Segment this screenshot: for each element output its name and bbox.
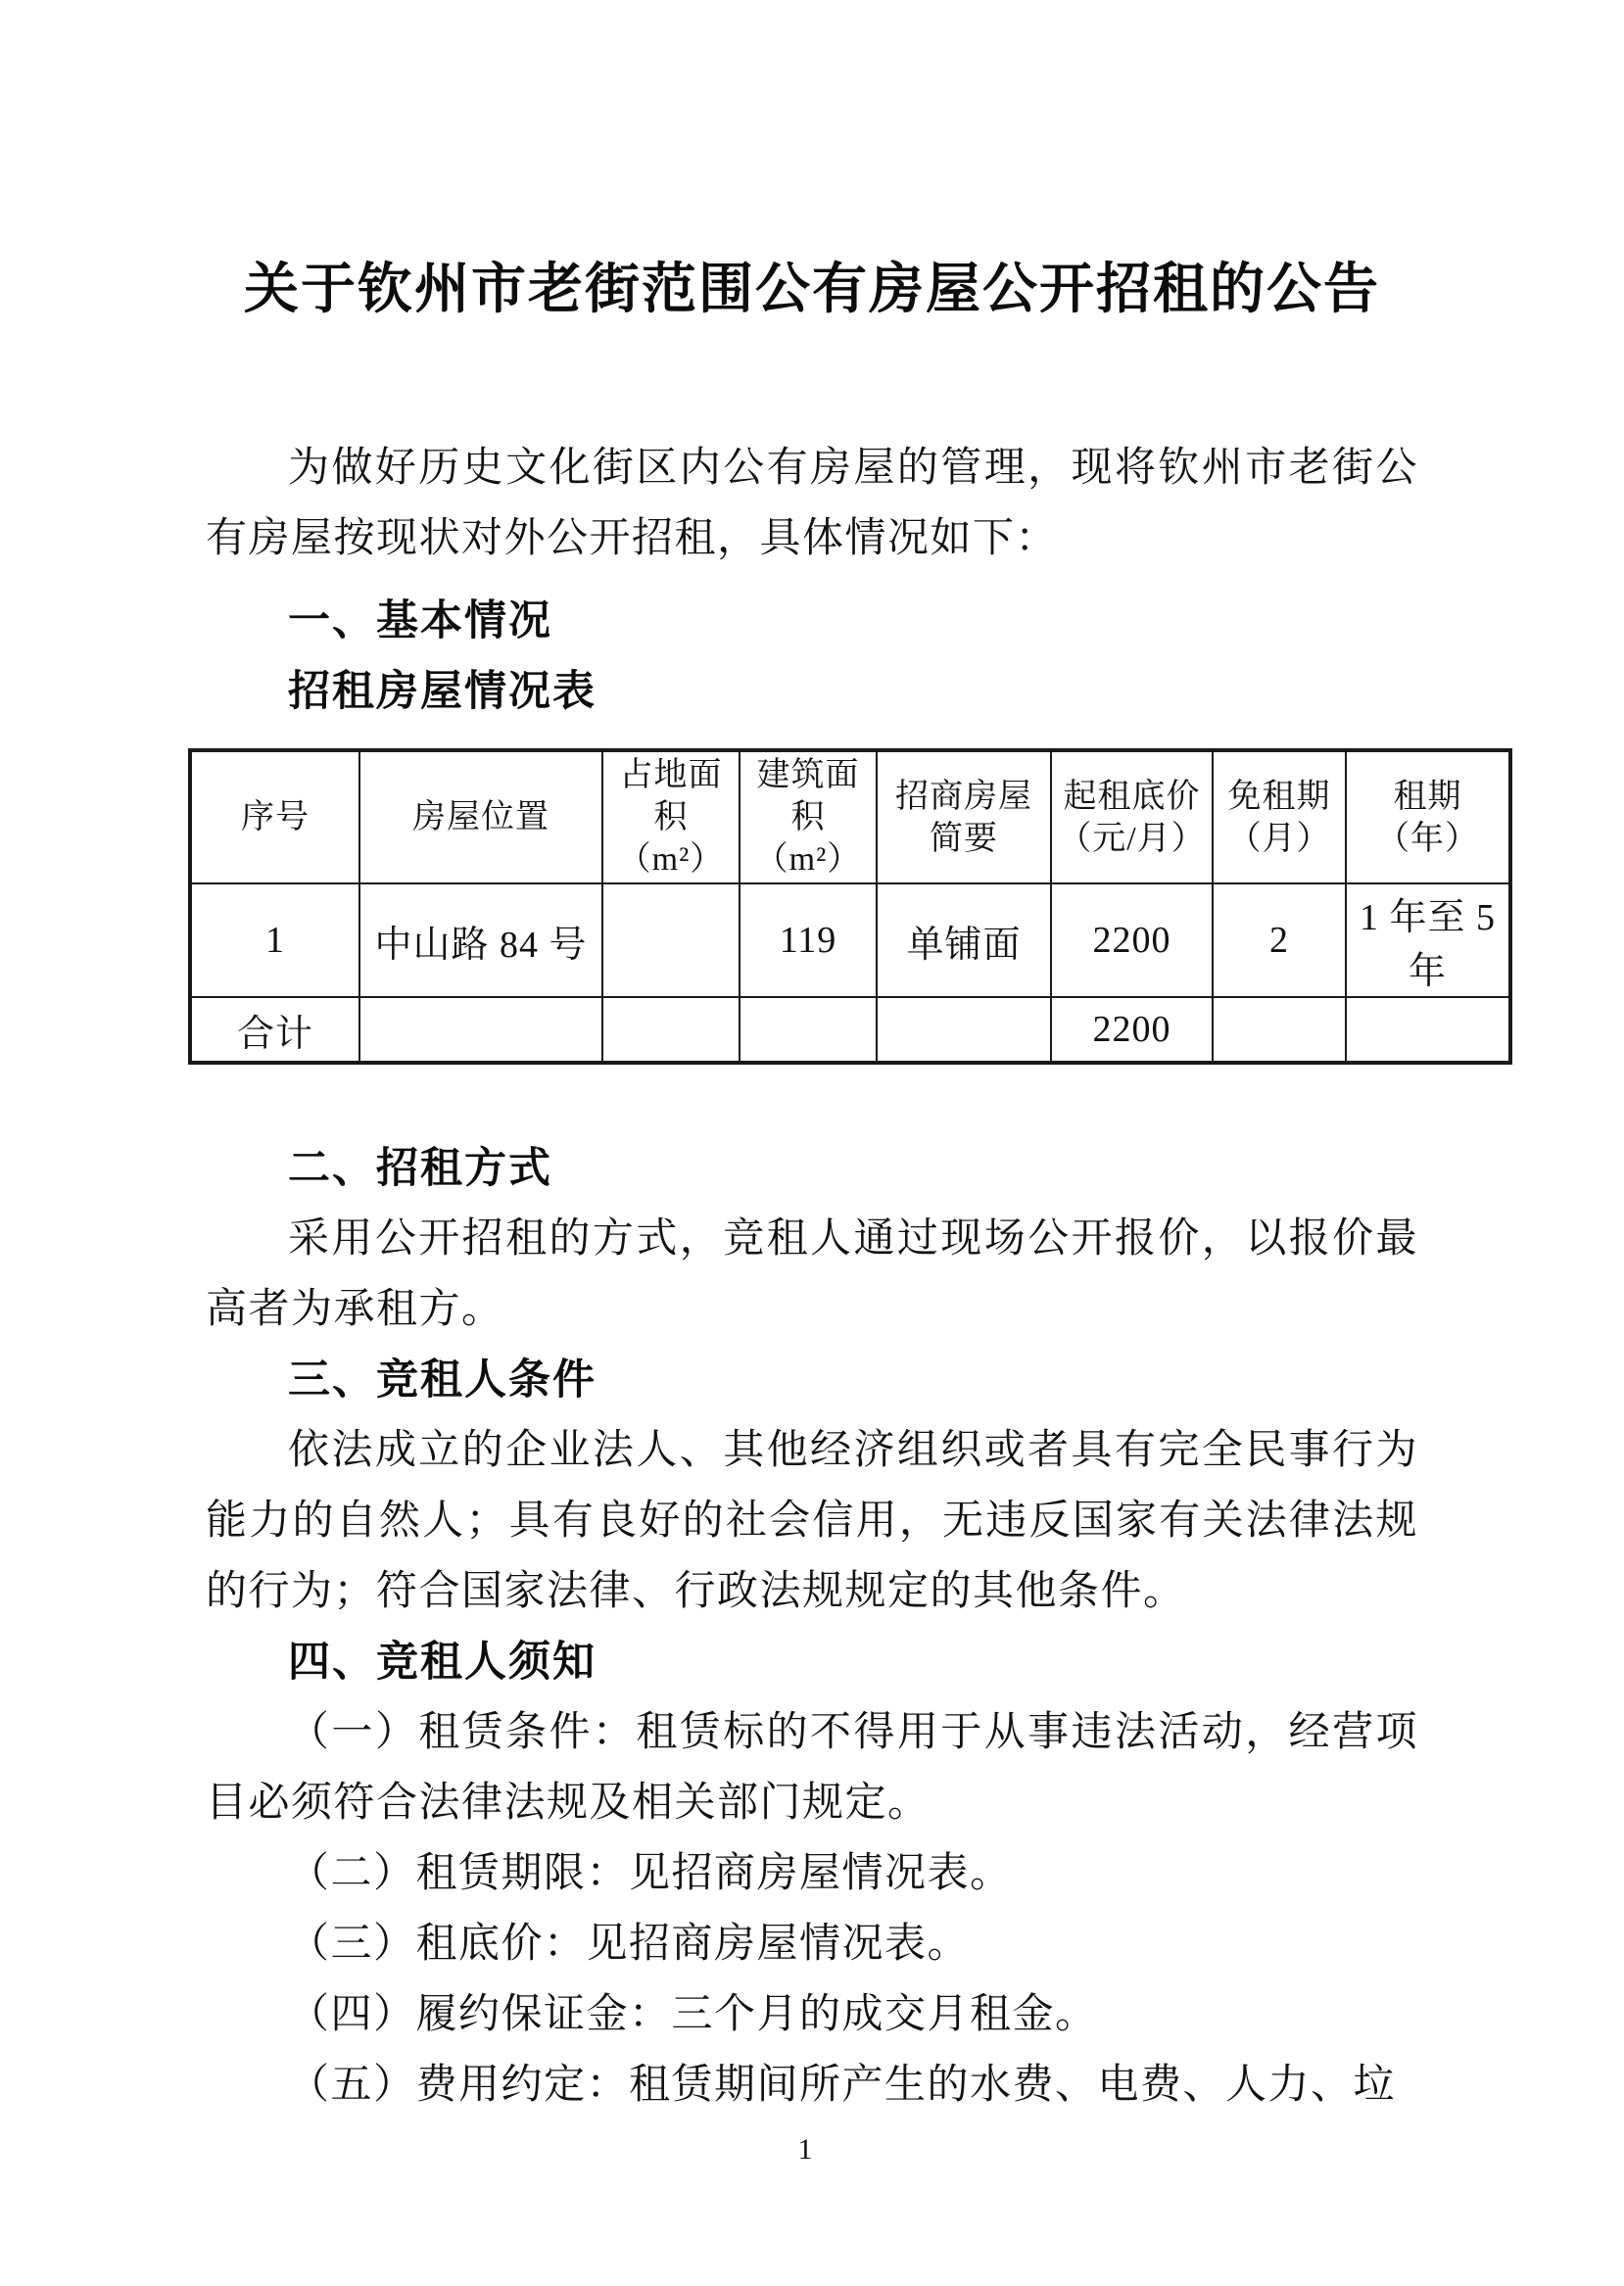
section-heading-bidder-notes: 四、竞租人须知: [288, 1639, 597, 1686]
cell-lease-term: 1 年至 5 年: [1346, 883, 1510, 997]
header-cell-land-area: 占地面积（m²）: [602, 750, 740, 883]
cell-summary: 单铺面: [877, 883, 1051, 997]
document-content: [206, 0, 1496, 2120]
page-number: 1: [797, 2133, 813, 2166]
total-cell-summary: [877, 997, 1051, 1063]
header-cell-lease-term: 租期（年）: [1346, 750, 1510, 883]
table-header-row: [190, 750, 1510, 883]
section-heading-lease-method: 二、招租方式: [288, 1145, 552, 1192]
bidder-note-item-1: （一）租赁条件：租赁标的不得用于从事违法活动，经营项目必须符合法律法规及相关部门规定。: [206, 1710, 1418, 1826]
total-cell-land-area: [602, 997, 740, 1063]
table-row: [190, 883, 1510, 997]
lease-houses-table: [188, 748, 1512, 1065]
intro-paragraph: 为做好历史文化街区内公有房屋的管理，现将钦州市老街公有房屋按现状对外公开招租，具体情况如下：: [206, 446, 1418, 561]
document-title: 关于钦州市老街范围公有房屋公开招租的公告: [244, 258, 1380, 319]
table-title: 招租房屋情况表: [288, 668, 597, 715]
cell-index: 1: [190, 883, 359, 997]
bidder-conditions-paragraph: 依法成立的企业法人、其他经济组织或者具有完全民事行为能力的自然人；具有良好的社会信用，无违反国家有关法律法规的行为；符合国家法律、行政法规规定的其他条件。: [206, 1428, 1418, 1614]
bidder-note-item-4: （四）履约保证金：三个月的成交月租金。: [288, 1992, 1098, 2037]
header-cell-rent-free: 免租期（月）: [1213, 750, 1346, 883]
bidder-note-item-5: （五）费用约定：租赁期间所产生的水费、电费、人力、垃: [288, 2063, 1397, 2108]
total-cell-lease-term: [1346, 997, 1510, 1063]
header-cell-summary: 招商房屋简要: [877, 750, 1051, 883]
bidder-note-item-3: （三）租底价：见招商房屋情况表。: [288, 1922, 971, 1967]
total-cell-building-area: [740, 997, 877, 1063]
header-cell-location: 房屋位置: [359, 750, 602, 883]
total-cell-rent-free: [1213, 997, 1346, 1063]
table-total-row: [190, 997, 1510, 1063]
header-cell-base-rent: 起租底价（元/月）: [1051, 750, 1213, 883]
lease-method-paragraph: 采用公开招租的方式，竞租人通过现场公开报价，以报价最高者为承租方。: [206, 1216, 1418, 1332]
cell-location: 中山路 84 号: [359, 883, 602, 997]
bidder-note-item-2: （二）租赁期限：见招商房屋情况表。: [288, 1851, 1013, 1896]
total-cell-base-rent: 2200: [1051, 997, 1213, 1063]
cell-land-area: [602, 883, 740, 997]
section-heading-bidder-conditions: 三、竞租人条件: [288, 1357, 597, 1404]
cell-rent-free: 2: [1213, 883, 1346, 997]
section-heading-basic-info: 一、基本情况: [288, 597, 552, 644]
header-cell-building-area: 建筑面积（m²）: [740, 750, 877, 883]
header-cell-index: 序号: [190, 750, 359, 883]
cell-building-area: 119: [740, 883, 877, 997]
cell-base-rent: 2200: [1051, 883, 1213, 997]
total-cell-label: 合计: [190, 997, 359, 1063]
total-cell-location: [359, 997, 602, 1063]
